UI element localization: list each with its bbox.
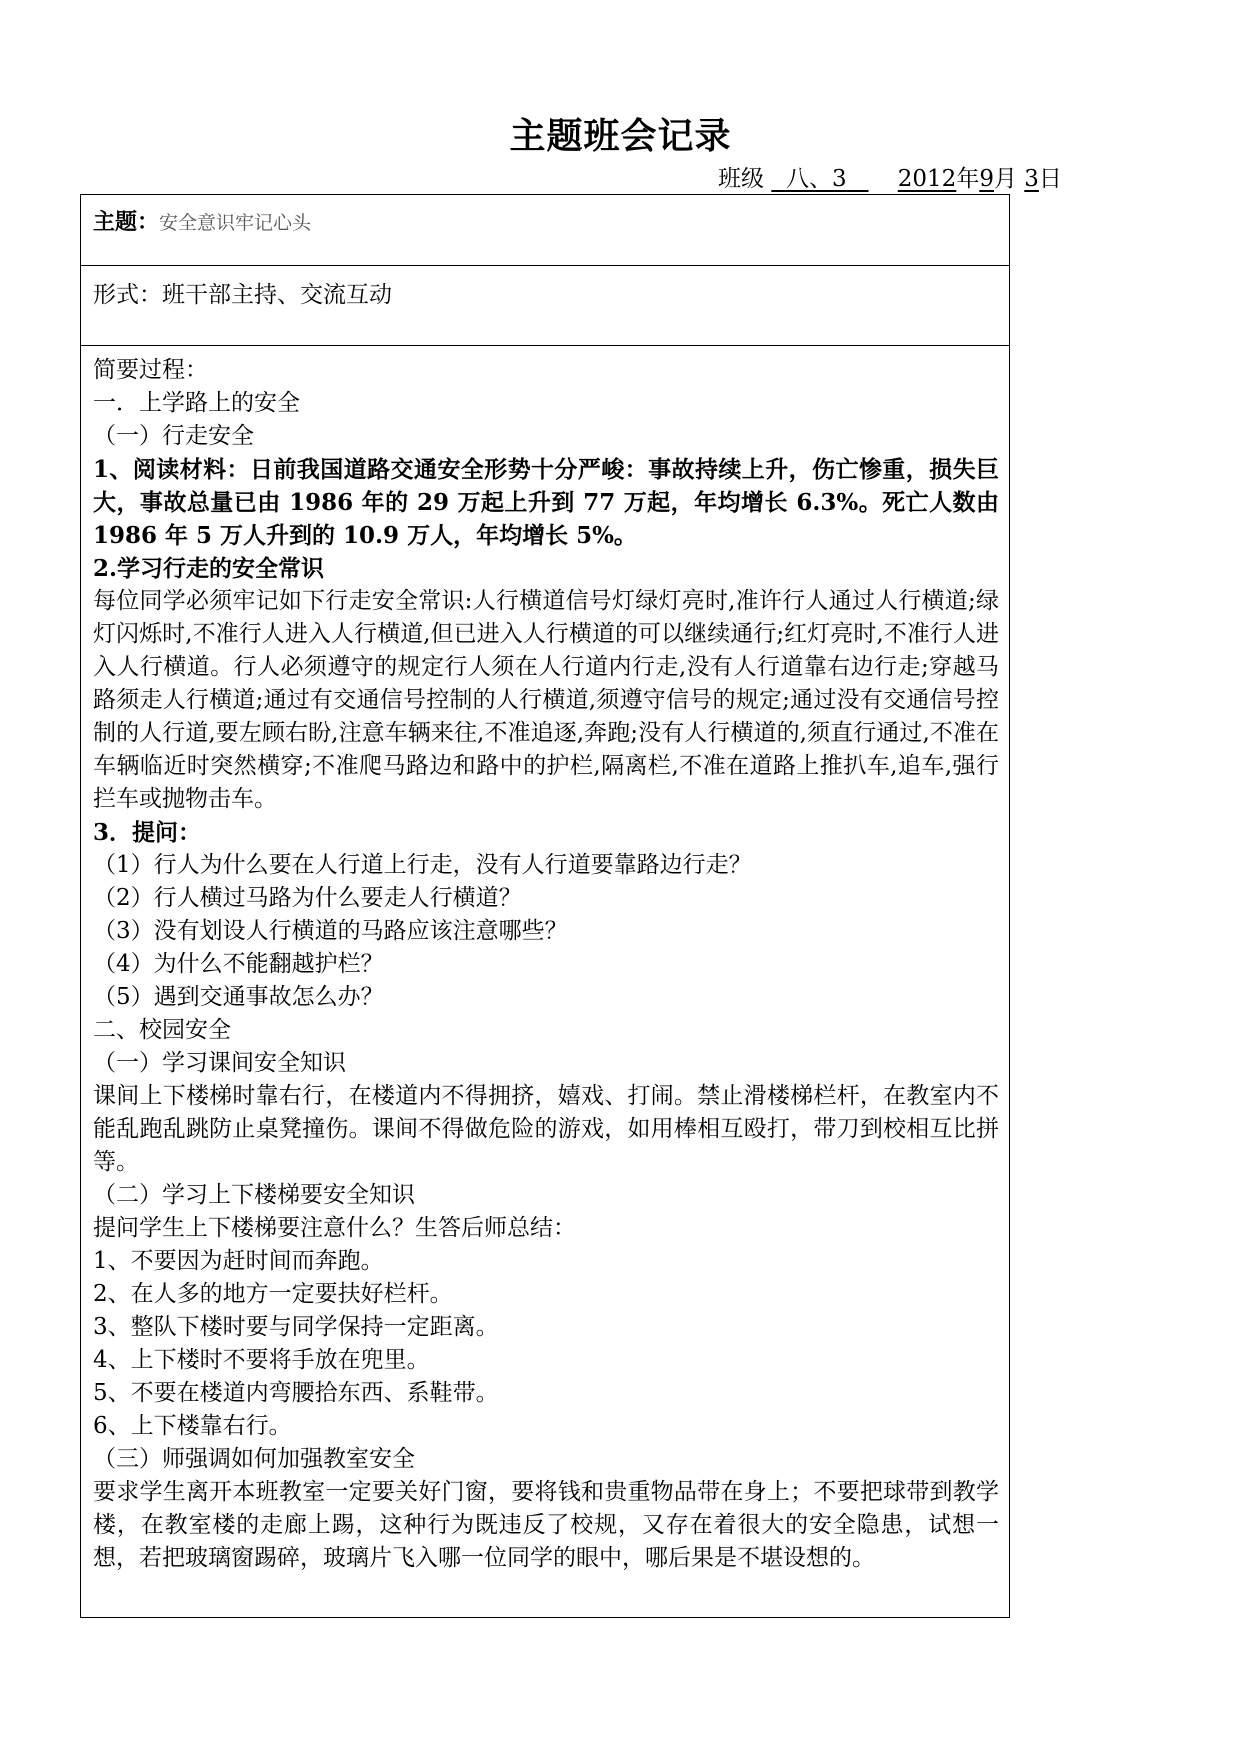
process-line: 2、在人多的地方一定要扶好栏杆。 — [93, 1281, 453, 1307]
year-value: 2012 — [897, 166, 957, 192]
process-paragraph: 1、阅读材料：日前我国道路交通安全形势十分严峻：事故持续上升，伤亡惨重，损失巨大，事故总量已由 1986 年的 29 万起上升到 77 万起，年均增长 6.3%。死亡人数由 1986 年 5 万人升到的 10.9 万人，年均增长 5%。 — [93, 456, 999, 549]
process-content — [81, 346, 1009, 1575]
process-line: （4）为什么不能翻越护栏？ — [93, 951, 384, 977]
class-date-line — [718, 160, 1062, 193]
process-line: （2）行人横过马路为什么要走人行横道？ — [93, 885, 522, 911]
process-paragraph: 每位同学必须牢记如下行走安全常识:人行横道信号灯绿灯亮时,准许行人通过人行横道;绿灯闪烁时,不准行人进入人行横道,但已进入人行横道的可以继续通行;红灯亮时,不准行人进入人行横道。行人必须遵守的规定行人须在人行道内行走,没有人行道靠右边行走;穿越马路须走人行横道;通过有交通信号控制的人行横道,须遵守信号的规定;通过没有交通信号控制的人行道,要左顾右盼,注意车辆来往,不准追逐,奔跑;没有人行横道的,须直行通过,不准在车辆临近时突然横穿;不准爬马路边和路中的护栏,隔离栏,不准在道路上推扒车,追车,强行拦车或抛物击车。 — [93, 588, 999, 812]
process-line: 3、整队下楼时要与同学保持一定距离。 — [93, 1314, 499, 1340]
process-line: （一）学习课间安全知识 — [93, 1050, 346, 1076]
process-line: 2.学习行走的安全常识 — [93, 555, 325, 582]
process-paragraph: 要求学生离开本班教室一定要关好门窗，要将钱和贵重物品带在身上；不要把球带到教学楼，在教室楼的走廊上踢，这种行为既违反了校规，又存在着很大的安全隐患，试想一想，若把玻璃窗踢碎，玻璃片飞入哪一位同学的眼中，哪后果是不堪设想的。 — [93, 1479, 999, 1571]
subject-value: 安全意识牢记心头 — [159, 212, 312, 234]
day-label: 日 — [1038, 166, 1062, 192]
record-table — [80, 194, 1010, 1618]
process-line: 6、上下楼靠右行。 — [93, 1413, 292, 1439]
day-value: 3 — [1024, 166, 1039, 192]
process-line: 1、不要因为赶时间而奔跑。 — [93, 1248, 384, 1274]
format-text: 形式：班干部主持、交流互动 — [93, 282, 392, 308]
month-label: 月 — [993, 166, 1017, 192]
class-label: 班级 — [718, 166, 764, 192]
process-row — [81, 346, 1009, 1617]
class-value: 八、3 — [785, 166, 847, 192]
month-value: 9 — [979, 166, 994, 192]
page-title: 主题班会记录 — [509, 115, 732, 157]
process-line: 4、上下楼时不要将手放在兜里。 — [93, 1347, 430, 1373]
process-line: 二、校园安全 — [93, 1017, 231, 1043]
process-line: （一）行走安全 — [93, 423, 254, 449]
subject-row — [81, 195, 1009, 266]
format-row — [81, 266, 1009, 346]
year-label: 年 — [956, 166, 980, 192]
subject-label: 主题： — [93, 209, 160, 235]
process-line: （三）师强调如何加强教室安全 — [93, 1446, 415, 1472]
process-line: 3．提问： — [93, 819, 202, 846]
process-line: 提问学生上下楼梯要注意什么？生答后师总结： — [93, 1215, 576, 1241]
process-line: （5）遇到交通事故怎么办？ — [93, 984, 384, 1010]
process-line: （3）没有划设人行横道的马路应该注意哪些？ — [93, 918, 568, 944]
process-line: 5、不要在楼道内弯腰拾东西、系鞋带。 — [93, 1380, 499, 1406]
process-paragraph: 课间上下楼梯时靠右行，在楼道内不得拥挤，嬉戏、打闹。禁止滑楼梯栏杆，在教室内不能乱跑乱跳防止桌凳撞伤。课间不得做危险的游戏，如用棒相互殴打，带刀到校相互比拼等。 — [93, 1083, 999, 1175]
process-line: （二）学习上下楼梯要安全知识 — [93, 1182, 415, 1208]
process-line: （1）行人为什么要在人行道上行走，没有人行道要靠路边行走？ — [93, 852, 752, 878]
process-line: 一．上学路上的安全 — [93, 390, 300, 416]
process-heading: 简要过程： — [93, 357, 208, 383]
